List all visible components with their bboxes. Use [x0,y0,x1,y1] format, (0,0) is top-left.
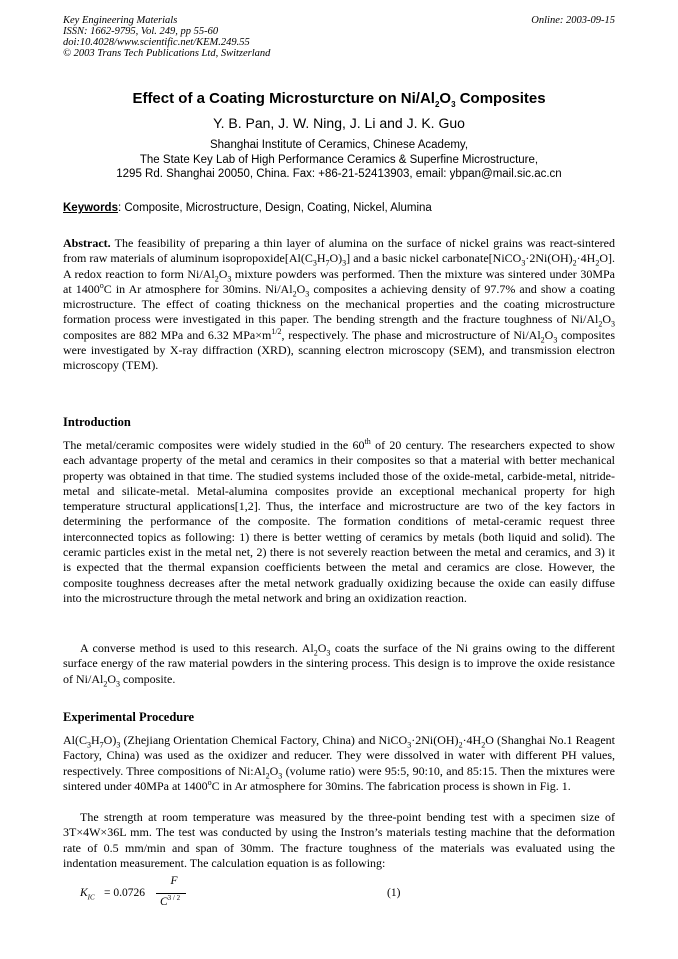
affiliation-line: Shanghai Institute of Ceramics, Chinese Academy, [209,139,469,151]
introduction-paragraph: The metal/ceramic composites were widely studied in the 60th of 20 century. The researchers expected to show each advantage property of the metal and ceramics in their composites so that a material with better mechanical property was obtained in that time. The studied systems included those of the oxide-metal, carbide-metal, nitride-metal and silicate-metal. Metal-alumina composites provide an exceptional mechanical property for high temperature structural applications[1,2]. Thus, the interface and microstructure are two of the key factors in determining the performance of the composite. The formation conditions of metal-ceramic request three interconnected topics as following: 1) there is better wetting of ceramics by metals (both liquid and solid). The ceramic particles exist in the metal net, 2) there is not severely reaction between the metal and ceramics, and 3) it is expected that the thermal expansion coefficients between the metal and ceramics are close. However, the composite toughness decreases after the metal network gradually oxidizing because the oxide can easily diffuse into the microstructure through the metal network and bring an oxidization reaction. [63,437,615,605]
keywords-label: Keywords [63,202,118,214]
equation-numerator: F [170,875,178,887]
equation-lhs: $K_{IC}$ [80,887,95,902]
equation [80,875,420,911]
paper-title: Effect of a Coating Microsturcture on $Ni/Al_2O_3$ Composites [132,90,546,109]
journal-header [63,15,615,59]
equation-coefficient: = 0.0726 [104,887,145,899]
abstract-paragraph: Abstract. The feasibility of preparing a thin layer of alumina on the surface of nickel grains was react-sintered from raw materials of aluminum $isopropoxide[Al(C_3H_7O)_3]$ and a basic nickel $carbonate[NiCO_3\cdot 2Ni(OH)_2\cdot 4H_2O]$. A redox reaction to form $Ni/Al_2O_3$ mixture powders was performed. Then the mixture was sintered under 30MPa at 1400$^o$C in Ar atmosphere for 30mins. $Ni/Al_2O_3$ composites a achieving density of 97.7% and show a coating microstructure. The effect of coating thickness on the mechanical properties and the coating microstructure formation process were investigated in this paper. The bending strength and the fracture toughness of $Ni/Al_2O_3$ composites are 882 MPa and 6.32 $MPa\times m^{1/2}$, respectively. The phase and microstructure of $Ni/Al_2O_3$ composites were investigated by X-ray diffraction (XRD), scanning electron microscopy (SEM), and transmission electron microscopy (TEM). [63,236,616,373]
affiliation [0,138,678,182]
equation-denominator: $C^{3 / 2}$ [160,894,181,908]
journal-copyright: © 2003 Trans Tech Publications Ltd, Switzerland [63,48,271,59]
abstract-label: Abstract. [63,236,111,250]
experimental-paragraph: The strength at room temperature was measured by the three-point bending test with a specimen size of 3T×4W×36L mm. The test was conducted by using the Instron’s materials testing machine that the deformation rate of 0.5 mm/min and span of 30mm. The fracture toughness of the materials was evaluated using the indentation measurement. The calculation equation is as following: [63,810,615,870]
affiliation-line: 1295 Rd. Shanghai 20050, China. Fax: +86-21-52413903, email: ybpan@mail.sic.ac.cn [116,168,562,180]
section-heading-introduction: Introduction [63,415,131,429]
keywords-text: Composite, Microstructure, Design, Coating, Nickel, Alumina [124,202,432,214]
journal-doi: doi:10.4028/www.scientific.net/KEM.249.55 [63,37,250,48]
introduction-paragraph: A converse method is used to this research. $Al_2O_3$ coats the surface of the Ni grains owing to the different surface energy of the raw material powders in the sintering process. This design is to improve the oxide resistance of $Ni/Al_2O_3$ composite. [63,641,615,688]
keywords: Keywords: Composite, Microstructure, Design, Coating, Nickel, Alumina [63,202,432,214]
authors: Y. B. Pan, J. W. Ning, J. Li and J. K. Guo [213,115,465,131]
journal-name: Key Engineering Materials [63,15,178,26]
journal-issn: ISSN: 1662-9795, Vol. 249, pp 55-60 [63,26,219,37]
section-heading-experimental: Experimental Procedure [63,710,195,724]
experimental-paragraph: $Al(C_3H_7O)_3$ (Zhejiang Orientation Chemical Factory, China) and $NiCO_3\cdot 2Ni(OH)_2\cdot 4H_2O$ (Shanghai No.1 Reagent Factory, China) was used as the oxidizer and reducer. They were dissolved in water with different PH values, respectively. Three compositions of $Ni:Al_2O_3$ (volume ratio) were 95:5, 90:10, and 85:15. Then the mixtures were sintered under 40MPa at 1400$^o$C in Ar atmosphere for 30mins. The fabrication process is shown in Fig. 1. [63,733,615,793]
equation-number: (1) [387,887,401,899]
online-date: Online: 2003-09-15 [531,15,615,26]
affiliation-line: The State Key Lab of High Performance Ceramics & Superfine Microstructure, [139,153,539,166]
